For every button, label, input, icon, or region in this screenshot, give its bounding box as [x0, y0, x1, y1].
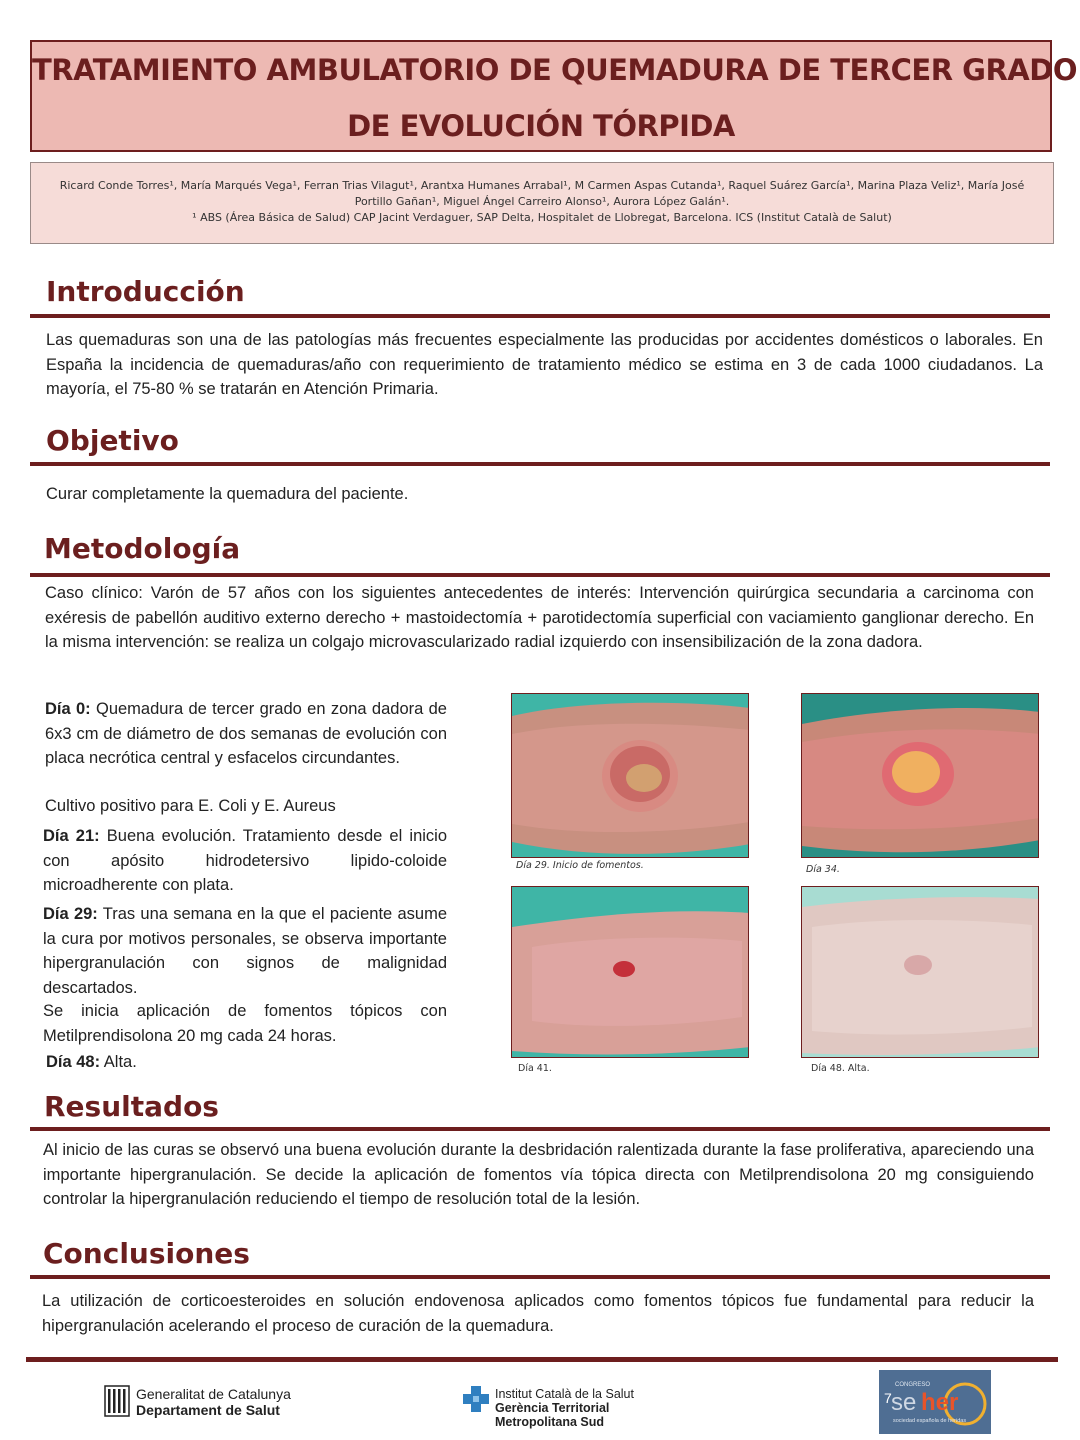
caption-day29: Día 29. Inicio de fomentos.	[516, 860, 644, 871]
dia48-entry	[46, 1050, 448, 1075]
authors-box	[30, 162, 1054, 244]
objetivo-heading: Objetivo	[46, 424, 179, 457]
authors-line-1: Ricard Conde Torres¹, María Marqués Vega¹, Ferran Trias Vilagut¹, Arantxa Humanes Arrabal¹, M Carmen Aspas Cutanda¹, Raquel Suárez García¹, Marina Plaza Veliz¹, María José	[59, 179, 1025, 192]
caption-day48: Día 48. Alta.	[811, 1063, 870, 1074]
dia21-entry	[43, 824, 447, 898]
gencat-line-1: Generalitat de Catalunya	[136, 1386, 291, 1402]
resultados-rule	[30, 1127, 1050, 1131]
wound-photo-day41	[511, 886, 749, 1058]
ics-line-3: Metropolitana Sud	[495, 1415, 605, 1429]
seher-her: her	[921, 1389, 959, 1416]
poster-title-line-2: DE EVOLUCIÓN TÓRPIDA	[347, 109, 735, 143]
dia29-fomentos: Se inicia aplicación de fomentos tópicos con Metilprendisolona 20 mg cada 24 horas.	[43, 1002, 447, 1045]
title-box	[30, 40, 1077, 152]
dia29-text: Tras una semana en la que el paciente asume la cura por motivos personales, se observa importante hipergranulación con signos de malignidad descartados.	[43, 905, 447, 997]
metodologia-caso: Caso clínico: Varón de 57 años con los siguientes antecedentes de interés: Intervención quirúrgica secundaria a carcinoma con exéresis de pabellón auditivo externo derecho + mastoidectomía + parotidectomía superficial con vaciamiento ganglionar derecho. En la misma intervención: se realiza un colgajo microvascularizado radial izquierdo con insensibilización de la zona dadora.	[45, 584, 1034, 651]
dia21-label: Día 21:	[43, 827, 100, 845]
dia0-entry	[45, 697, 447, 771]
wound-photo-day34-image	[802, 694, 1039, 858]
seher-logo	[879, 1370, 991, 1434]
wound-photo-day41-image	[512, 887, 749, 1058]
metodologia-heading: Metodología	[44, 532, 241, 565]
wound-photo-day34	[801, 693, 1039, 858]
ics-line-2: Gerència Territorial	[495, 1401, 610, 1415]
introduccion-rule	[30, 314, 1050, 318]
conclusiones-text: La utilización de corticoesteroides en solución endovenosa aplicados como fomentos tópicos fue fundamental para reducir la hipergranulación acelerando el proceso de curación de la quemadura.	[42, 1292, 1034, 1335]
metodologia-rule	[30, 573, 1050, 577]
dia0-label: Día 0:	[45, 700, 91, 718]
dia48-label: Día 48:	[46, 1053, 101, 1071]
conclusiones-heading: Conclusiones	[43, 1237, 250, 1270]
wound-photo-day48	[801, 886, 1039, 1058]
introduccion-text: Las quemaduras son una de las patologías más frecuentes especialmente las producidas por accidentes domésticos o laborales. En España la incidencia de quemaduras/año con requerimiento de tratamiento médico se estima en 3 de cada 1000 ciudadanos. La mayoría, el 75-80 % se tratarán en Atención Primaria.	[46, 331, 1043, 398]
poster-title-line-1: TRATAMIENTO AMBULATORIO DE QUEMADURA DE TERCER GRADO	[32, 53, 1077, 87]
objetivo-text: Curar completamente la quemadura del paciente.	[46, 485, 409, 503]
objetivo-rule	[30, 462, 1050, 466]
conclusiones-rule	[30, 1275, 1050, 1279]
dia48-text: Alta.	[100, 1053, 137, 1071]
dia0-text: Quemadura de tercer grado en zona dadora de 6x3 cm de diámetro de dos semanas de evolución con placa necrótica central y esfacelos circundantes.	[45, 700, 447, 767]
wound-photo-day29	[511, 693, 749, 858]
ics-line-1: Institut Català de la Salut	[495, 1387, 634, 1401]
generalitat-emblem-icon	[104, 1385, 130, 1417]
seher-number: 7	[884, 1390, 892, 1406]
dia29-label: Día 29:	[43, 905, 98, 923]
authors-line-2: Portillo Gañan¹, Miguel Ángel Carreiro Alonso¹, Aurora López Galán¹.	[354, 195, 730, 208]
seher-subtitle: sociedad española de heridas	[893, 1418, 967, 1424]
wound-photo-day48-image	[802, 887, 1039, 1058]
dia29-entry	[43, 902, 447, 1000]
dia0-cultivo: Cultivo positivo para E. Coli y E. Aureus	[45, 797, 336, 815]
ics-cross-icon	[462, 1385, 490, 1413]
caption-day34: Día 34.	[806, 864, 840, 875]
seher-se: se	[891, 1389, 917, 1416]
resultados-text: Al inicio de las curas se observó una buena evolución durante la desbridación ralentizada durante la fase proliferativa, apareciendo una importante hipergranulación. Se decide la aplicación de fomentos vía tópica directa con Metilprendisolona 20 mg consiguiendo controlar la hipergranulación reduciendo el tiempo de resolución total de la lesión.	[43, 1141, 1034, 1208]
seher-congreso: CONGRESO	[895, 1382, 931, 1388]
introduccion-heading: Introducción	[46, 275, 245, 308]
resultados-heading: Resultados	[44, 1090, 219, 1123]
footer-rule	[26, 1357, 1058, 1362]
caption-day41: Día 41.	[518, 1063, 552, 1074]
authors-affiliation: ¹ ABS (Área Básica de Salud) CAP Jacint Verdaguer, SAP Delta, Hospitalet de Llobregat, Barcelona. ICS (Institut Català de Salut)	[192, 211, 892, 224]
gencat-line-2: Departament de Salut	[136, 1402, 280, 1418]
wound-photo-day29-image	[512, 694, 749, 858]
dia21-text: Buena evolución. Tratamiento desde el inicio con apósito hidrodetersivo lipido-coloide microadherente con plata.	[43, 827, 448, 894]
